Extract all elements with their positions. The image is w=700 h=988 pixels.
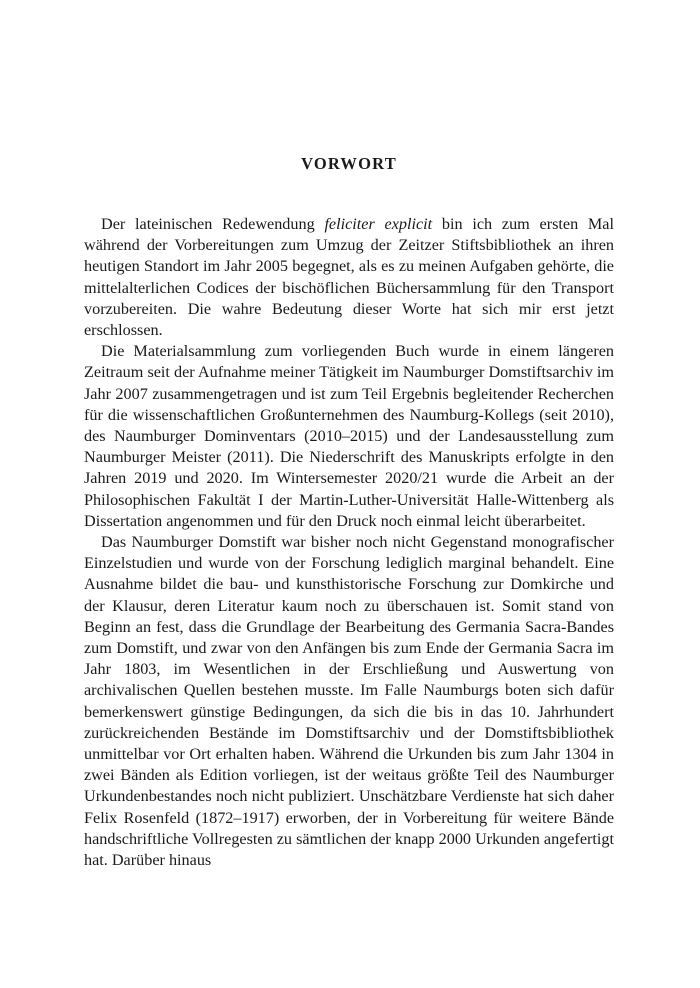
paragraph-2: Die Materialsammlung zum vorliegenden Buch wurde in einem längeren Zeitraum seit der Aufnahme meiner Tätigkeit im Naumburger Domstiftsarchiv im Jahr 2007 zusammengetragen und ist zum Teil Ergebnis begleitender Recherchen für die wissenschaftlichen Großunternehmen des Naumburg-Kollegs (seit 2010), des Naumburger Dominventars (2010–2015) und der Landesausstellung zum Naumburger Meister (2011). Die Niederschrift des Manuskripts erfolgte in den Jahren 2019 und 2020. Im Wintersemester 2020/21 wurde die Arbeit an der Philosophischen Fakultät I der Martin-Luther-Universität Halle-Wittenberg als Dissertation angenommen und für den Druck noch einmal leicht überarbeitet. bbox=[84, 342, 614, 530]
document-page bbox=[84, 152, 614, 871]
paragraph-1-italic-phrase: feliciter explicit bbox=[324, 215, 433, 233]
paragraph-3: Das Naumburger Domstift war bisher noch nicht Gegenstand monografischer Einzelstudien und wurde von der Forschung lediglich marginal behandelt. Eine Ausnahme bildet die bau- und kunsthistorische Forschung zur Domkirche und der Klausur, deren Literatur kaum noch zu überschauen ist. Somit stand von Beginn an fest, dass die Grundlage der Bearbeitung des Germania Sacra-Bandes zum Domstift, und zwar von den Anfängen bis zum Ende der Germania Sacra im Jahr 1803, im Wesentlichen in der Erschließung und Auswertung von archivalischen Quellen bestehen musste. Im Falle Naumburgs boten sich dafür bemerkenswert günstige Bedingungen, da sich die bis in das 10. Jahrhundert zurückreichenden Bestände im Domstiftsarchiv und der Domstiftsbibliothek unmittelbar vor Ort erhalten haben. Während die Urkunden bis zum Jahr 1304 in zwei Bänden als Edition vorliegen, ist der weitaus größte Teil des Naumburger Urkundenbestandes noch nicht publiziert. Unschätzbare Verdienste hat sich daher Felix Rosenfeld (1872–1917) erworben, der in Vorbereitung für weitere Bände handschriftliche Vollregesten zu sämtlichen der knapp 2000 Urkunden angefertigt hat. Darüber hinaus bbox=[84, 533, 614, 870]
paragraph-1 bbox=[84, 214, 614, 341]
paragraph-1-lead: Der lateinischen Redewendung bbox=[101, 215, 325, 233]
paragraph-1-rest: bin ich zum ersten Mal während der Vorbereitungen zum Umzug der Zeitzer Stiftsbibliothek an ihren heutigen Standort im Jahr 2005 begegnet, als es zu meinen Aufgaben gehörte, die mittelalterlichen Codices der bischöflichen Büchersammlung für den Transport vorzubereiten. Die wahre Bedeutung dieser Worte hat sich mir erst jetzt erschlossen. bbox=[84, 215, 614, 340]
page-title: VORWORT bbox=[301, 154, 397, 173]
